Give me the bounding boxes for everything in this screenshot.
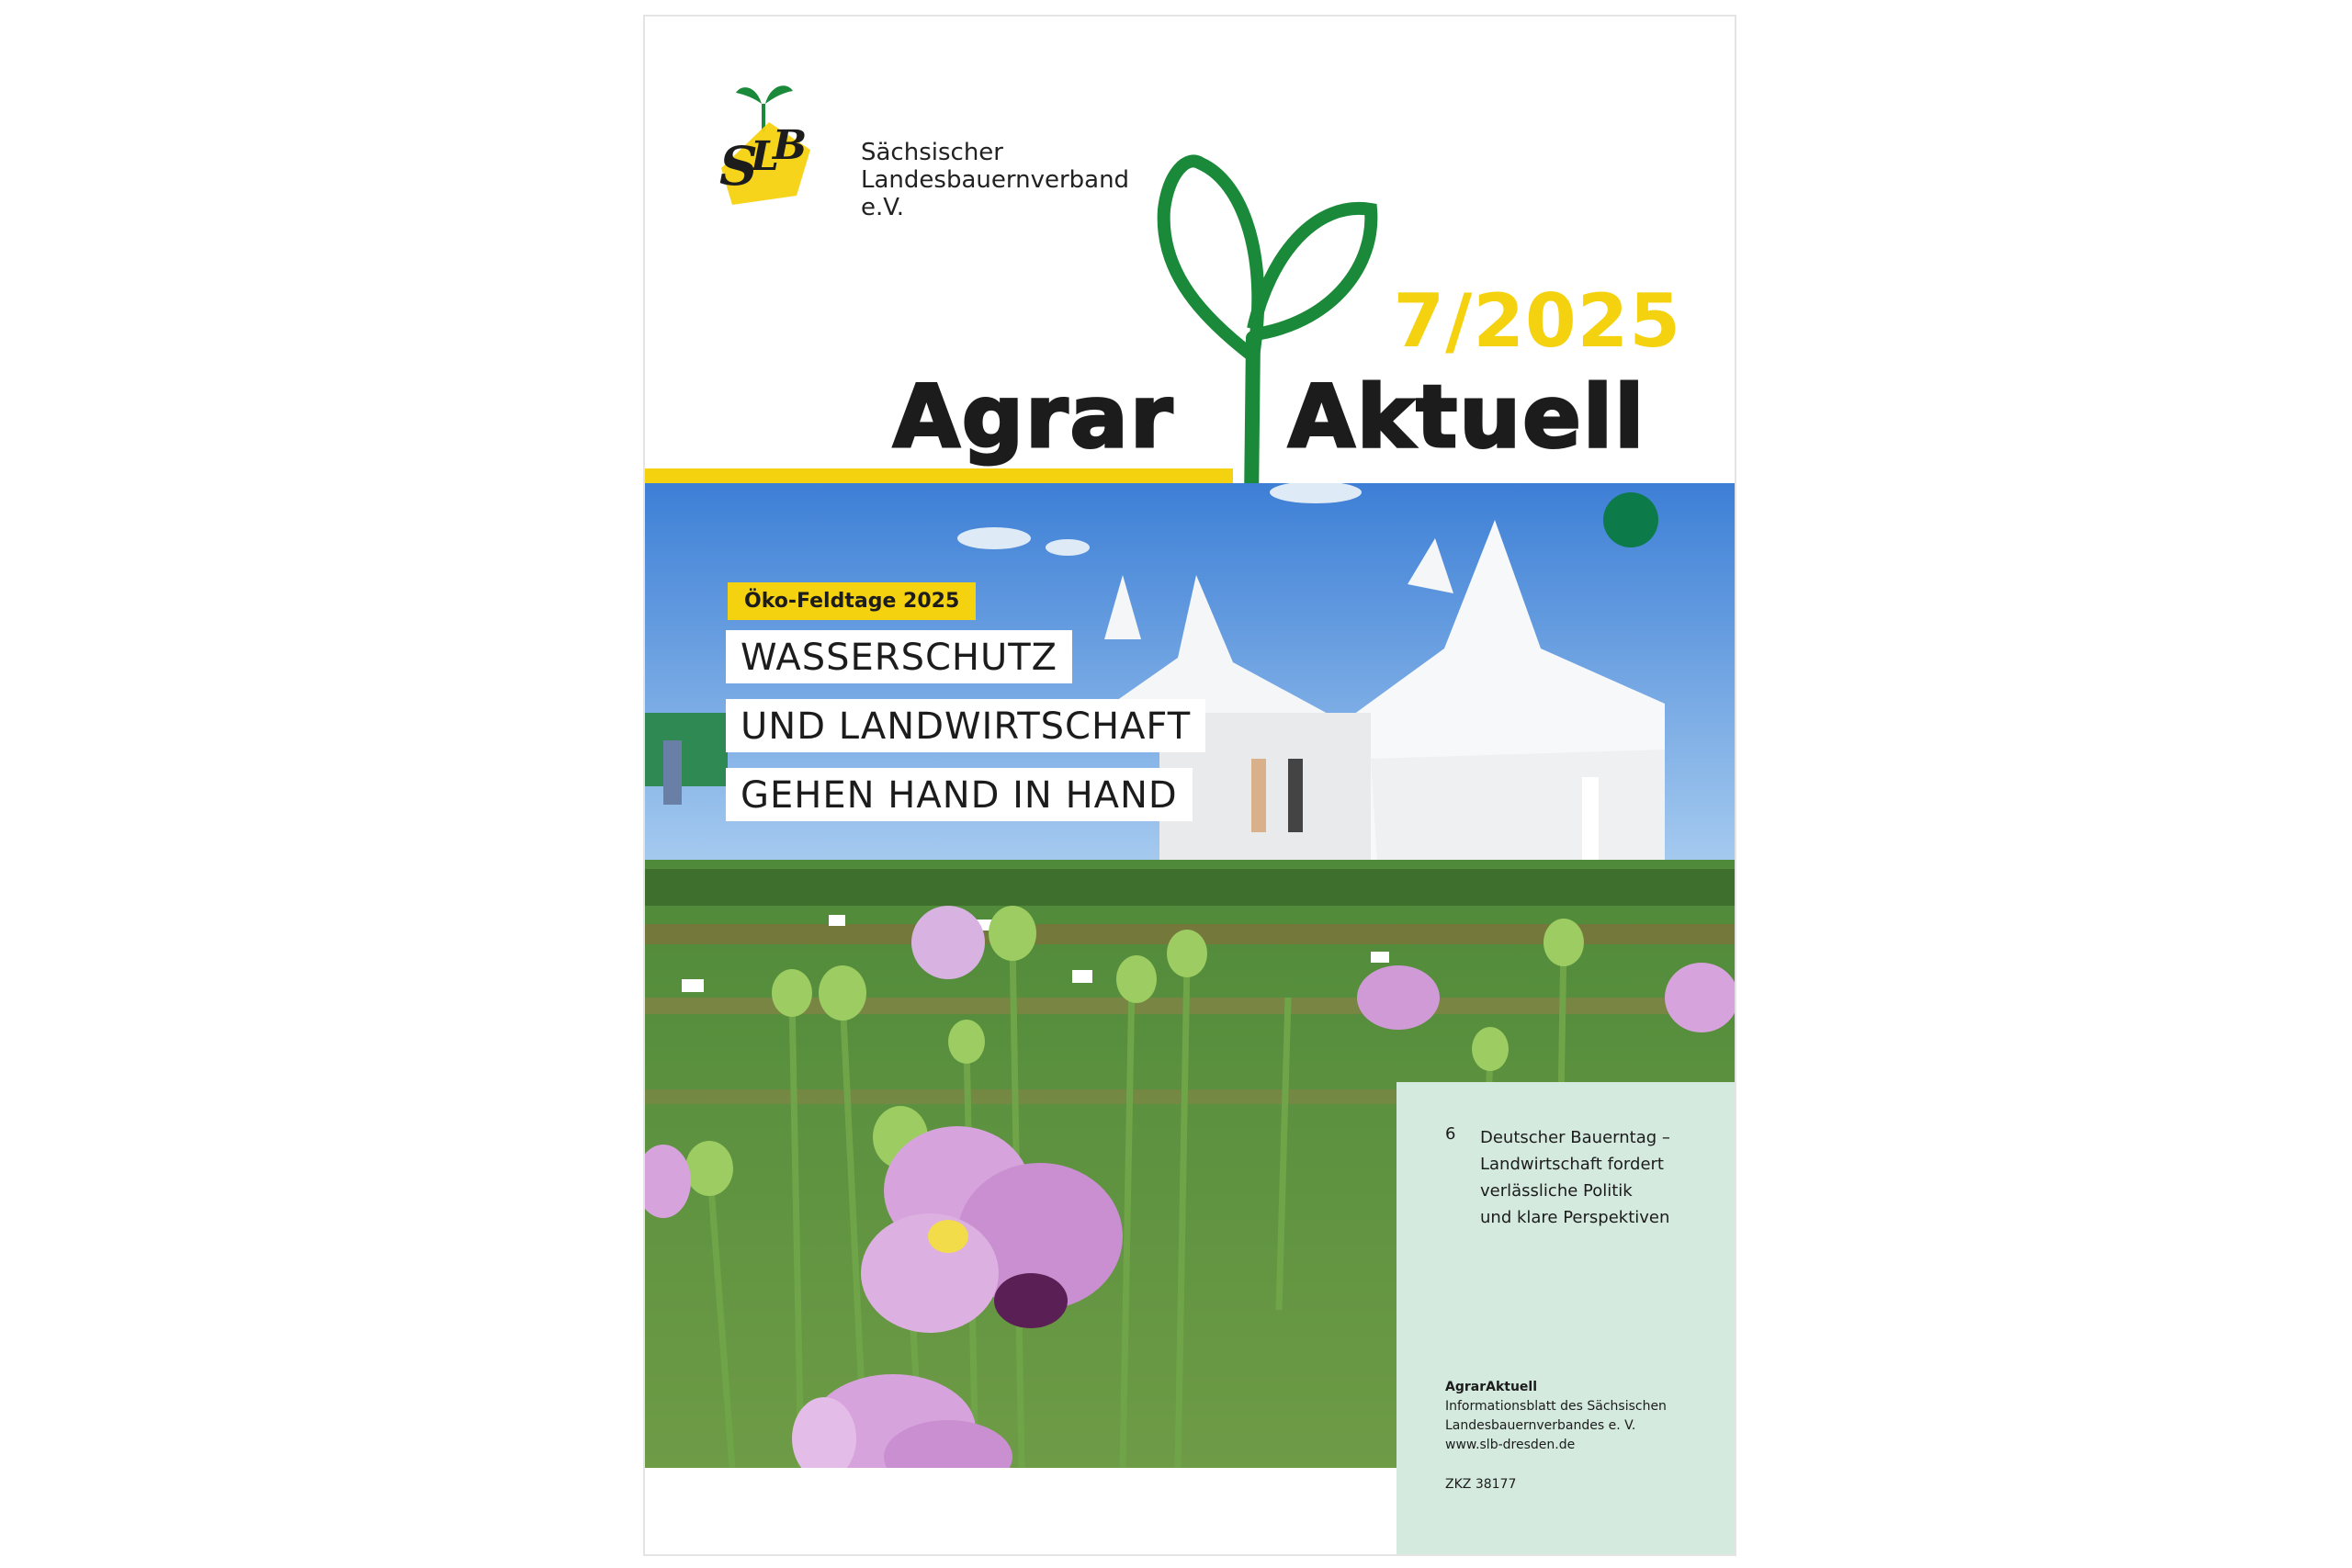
story-kicker: Öko-Feldtage 2025	[728, 582, 976, 620]
toc-page-number: 6	[1445, 1124, 1456, 1144]
svg-text:L: L	[751, 133, 779, 180]
imprint-zkz: ZKZ 38177	[1445, 1477, 1517, 1492]
publisher-name-line2: Landesbauernverband e.V.	[861, 166, 1130, 221]
imprint-line: Landesbauernverbandes e. V.	[1445, 1418, 1636, 1433]
toc-line: Deutscher Bauerntag –	[1480, 1128, 1670, 1147]
svg-text:B: B	[773, 122, 808, 169]
masthead-title-left: Agrar	[893, 367, 1175, 468]
imprint	[1445, 1378, 1721, 1495]
publisher-name-line1: Sächsischer	[861, 139, 1003, 166]
headline-line-1: WASSERSCHUTZ	[726, 630, 1072, 683]
toc-line: verlässliche Politik	[1480, 1181, 1633, 1201]
headline-line-2: UND LANDWIRTSCHAFT	[726, 699, 1205, 752]
yellow-band	[645, 468, 1233, 484]
info-box	[1396, 1082, 1736, 1556]
publisher-name	[861, 139, 1129, 221]
issue-number: 7/2025	[1393, 278, 1681, 364]
balloon	[1603, 492, 1658, 547]
imprint-url: www.slb-dresden.de	[1445, 1438, 1576, 1452]
slb-logo-icon	[714, 67, 815, 205]
masthead-title	[893, 367, 1646, 468]
imprint-brand: AgrarAktuell	[1445, 1380, 1538, 1394]
toc-title	[1480, 1124, 1719, 1231]
toc-line: Landwirtschaft fordert	[1480, 1155, 1664, 1174]
headline-line-3: GEHEN HAND IN HAND	[726, 768, 1193, 821]
masthead-title-right: Aktuell	[1288, 367, 1646, 468]
toc-line: und klare Perspektiven	[1480, 1208, 1670, 1227]
magazine-cover	[643, 15, 1736, 1556]
imprint-line: Informationsblatt des Sächsischen	[1445, 1399, 1667, 1414]
svg-text:S: S	[719, 135, 758, 197]
publisher-logo	[714, 67, 1130, 221]
